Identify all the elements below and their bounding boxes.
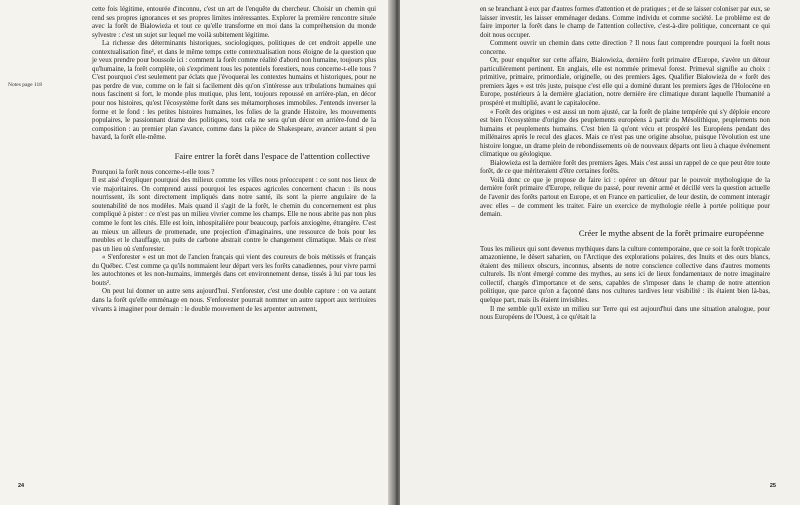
paragraph: Tous les milieux qui sont devenus mythiques dans la culture contemporaine, que ce soit la forêt tropicale amazonienne, le désert saharien, ou l'Arctique des explorations polaires, des Inuits et des ours blancs, étaient des milieux obscurs, inconnus, absents de notre conscience collective dans d'autres moments culturels. Ils n'ont émergé comme des mythes, au sens ici de lieux fondamentaux de notre imaginaire collectif, chargés d'importance et de sens, capables de s'imposer dans le champ de notre attention politique, que parce qu'on a façonné dans nos cultures tardives leur visibilité : ils étaient bien là-bas, quelque part, mais ils étaient invisibles. bbox=[480, 245, 770, 304]
paragraph: Comment ouvrir un chemin dans cette direction ? Il nous faut comprendre pourquoi la forêt nous concerne. bbox=[480, 40, 770, 56]
section-title: Faire entrer la forêt dans l'espace de l'attention collective bbox=[174, 150, 370, 161]
paragraph: La richesse des déterminants historiques, sociologiques, politiques de cet endroit appelle une contextualisation fine¹, et dans le même temps cette contextualisation nous éloigne de la question que je veux prendre pour boussole ici : comment la forêt comme réalité d'abord non humaine, toujours plus qu'humaine, la forêt complète, où s'expriment tous les potentiels forestiers, nous concerne-t-elle tous ? C'est pourquoi c'est seulement par éclats que j'évoquerai les contextes humains et historiques, pour ne pas perdre de vue, comme on le fait si facilement dès qu'on s'intéresse aux tribulations humaines qui nous fascinent si fort, le monde plus mutique, plus lent, toujours repoussé en arrière-plan, en décor pour nos histoires, qu'est l'écosystème forêt dans ses métamorphoses immobiles. J'entends inverser la forme et le fond : les petites histoires humaines, les folies de la grande Histoire, les mouvements populaires, le passionnant drame des politiques, tout cela ne sera qu'un décor en arrière-fond de la composition : au premier plan s'avance, comme dans la pièce de Shakespeare, avancer autant si peu bavard, la forêt elle-même. bbox=[92, 40, 376, 142]
section-title: Créer le mythe absent de la forêt primaire européenne bbox=[578, 227, 764, 238]
paragraph: Voilà donc ce que je propose de faire ici : opérer un détour par le pouvoir mythologique de la dernière forêt primaire d'Europe, relique du passé, pour revenir armé et décillé vers la question actuelle de l'avenir des forêts partout en Europe, et en France en particulier, de leur destin, de comment interagir avec elles – de comment les traiter. Faire un exercice de mythologie réelle à portée politique pour demain. bbox=[480, 176, 770, 219]
paragraph: Or, pour enquêter sur cette affaire, Białowieża, dernière forêt primaire d'Europe, s'avère un détour particulièrement pertinent. En anglais, elle est nommée primeval forest. Primeval signifie au choix : primitive, primaire, primordiale, originelle, ou des premiers âges. Qualifier Białowieża de « forêt des premiers âges » est très juste, puisque c'est elle qui a dominé durant les premiers âges de l'Holocène en Europe, postérieurs à la dernière glaciation, notre dernière ère climatique durant laquelle l'humanité a prospéré et multiplié, avant le capitalocène. bbox=[480, 57, 770, 108]
paragraph: Pourquoi la forêt nous concerne-t-elle tous ? bbox=[92, 168, 215, 176]
paragraph: Il me semble qu'il existe un milieu sur Terre qui est aujourd'hui dans une situation analogue, pour nous Européens de l'Ouest, à ce qu'était la bbox=[480, 305, 770, 322]
margin-note-marker: Notes page 118 bbox=[8, 82, 43, 88]
paragraph: On peut lui donner un autre sens aujourd'hui. S'enforester, c'est une double capture : on va autant dans la forêt qu'elle emménage en nous. S'enforester pourrait nommer un autre rapport aux territoires vivants à imaginer pour demain : le double mouvement de les arpenter autrement, bbox=[92, 288, 376, 313]
page-number: 25 bbox=[769, 483, 776, 489]
paragraph: Il est aisé d'expliquer pourquoi des milieux comme les villes nous préoccupent : ce sont nos lieux de vie majoritaires. On comprend aussi pourquoi les espaces agricoles concernent chacun : ils nous nourrissent, ils sont directement impliqués dans notre santé, ils sont la pierre angulaire de la soutenabilité de nos modèles. Mais quand il s'agit de la forêt, le chemin du concernement est plus compliqué à pister : ce n'est pas un milieu vivrier comme les champs. Elle ne nous abrite pas non plus comme le font les cités. Elle est loin, inhospitalière pour beaucoup, parfois anxiogène, étrangère. C'est au mieux un ailleurs de promenade, une projection d'imaginaires, une ressource de bois pour les meubles et le chauffage, un puits de carbone abstrait contre le changement climatique. Mais ce n'est pas un lieu où s'enforester. bbox=[92, 177, 376, 253]
paragraph: « Forêt des origines » est aussi un nom ajusté, car la forêt de plaine tempérée qui s'y déploie encore est bien l'écosystème d'origine des peuplements européens à partir du Mésolithique, peuplements non humains et peuplements humains. C'est bien là qu'ont vécu et prospéré les Européens pendant des millénaires après le recul des glaces. Mais ce n'est pas une origine absolue, puisque l'évolution est une histoire longue, un drame plein de rebondissements où de nouveaux départs ont lieu à chaque événement climatique ou géologique. bbox=[480, 108, 770, 159]
left-page bbox=[0, 0, 392, 505]
page-number: 24 bbox=[18, 483, 25, 489]
paragraph: en se branchant à eux par d'autres formes d'attention et de pratiques ; et de se laisser coloniser par eux, se laisser investir, les laisser emménager dedans. Comme individu et comme société. Le problème est de faire importer la forêt dans le champ de l'attention collective, c'est-à-dire politique, concernant ce qui doit nous occuper. bbox=[480, 6, 770, 39]
paragraph: Białowieża est la dernière forêt des premiers âges. Mais c'est aussi un rappel de ce que peut être toute forêt, de ce que mériteraient d'être certaines forêts. bbox=[480, 159, 770, 176]
left-page-text bbox=[92, 6, 376, 314]
right-page-text bbox=[480, 6, 770, 323]
paragraph: « S'enforester » est un mot de l'ancien français qui vient des coureurs de bois métissés et français du Québec. C'est comme ça qu'ils nommaient leur départ vers les forêts canadiennes, pour vivre parmi les autochtones et les non-humains, immergés dans cet environnement dense, tissés à lui par tous les bouts². bbox=[92, 254, 376, 287]
paragraph: cette fois légitime, entourée d'inconnu, c'est un art de l'enquête du chercheur. Choisir un chemin qui rend ses propres ignorances et ses propres limites intéressantes. Explorer la première rencontre située avec la forêt de Białowieża et tout ce qu'elle transforme en moi dans la compréhension du monde sylvestre : c'est un sujet sur lequel me voilà subitement légitime. bbox=[92, 6, 376, 39]
right-page bbox=[400, 0, 800, 505]
